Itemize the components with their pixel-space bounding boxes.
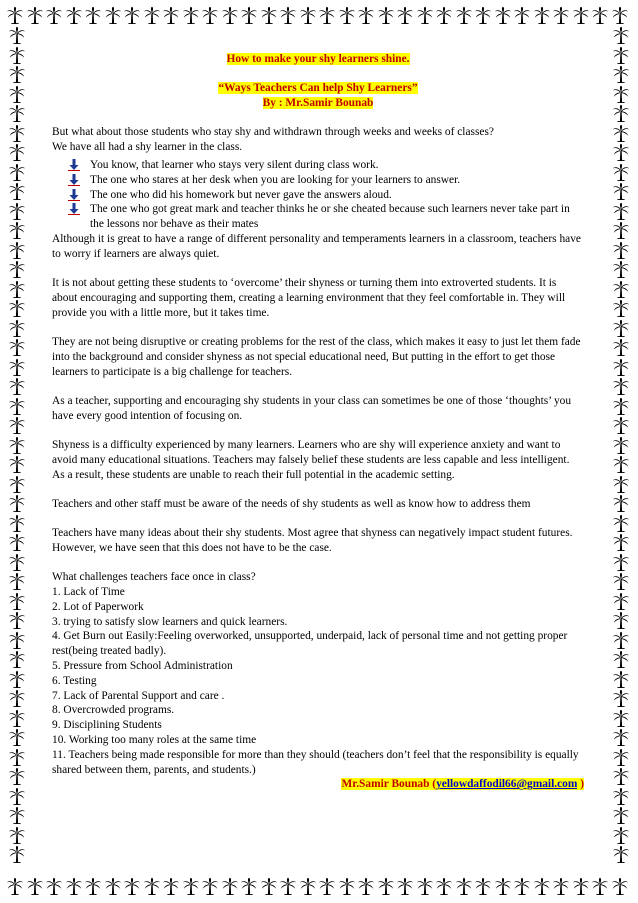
- palm-tree-icon: [26, 6, 44, 24]
- palm-tree-icon: [612, 85, 630, 103]
- palm-tree-icon: [552, 877, 570, 895]
- palm-tree-icon: [612, 455, 630, 473]
- palm-tree-icon: [8, 436, 26, 454]
- palm-tree-icon: [416, 6, 434, 24]
- intro-line: But what about those students who stay shy and withdrawn through weeks and weeks of classes?: [52, 126, 494, 139]
- palm-tree-icon: [612, 572, 630, 590]
- list-item: 2. Lot of Paperwork: [52, 600, 144, 613]
- palm-tree-icon: [8, 280, 26, 298]
- palm-tree-icon: [612, 475, 630, 493]
- palm-tree-icon: [612, 611, 630, 629]
- palm-tree-icon: [8, 124, 26, 142]
- palm-tree-icon: [8, 416, 26, 434]
- doc-subtitle: “Ways Teachers Can help Shy Learners”: [218, 82, 418, 95]
- document-body: [52, 52, 584, 792]
- palm-tree-icon: [8, 182, 26, 200]
- arrow-down-icon: [68, 159, 80, 171]
- palm-tree-icon: [201, 877, 219, 895]
- palm-tree-icon: [8, 299, 26, 317]
- palm-tree-icon: [240, 6, 258, 24]
- palm-tree-icon: [8, 143, 26, 161]
- palm-tree-icon: [591, 6, 609, 24]
- palm-tree-icon: [612, 26, 630, 44]
- palm-tree-icon: [612, 299, 630, 317]
- palm-tree-icon: [612, 826, 630, 844]
- list-item: 9. Disciplining Students: [52, 719, 162, 732]
- palm-tree-icon: [612, 767, 630, 785]
- border-right: [610, 26, 632, 876]
- palm-tree-icon: [612, 202, 630, 220]
- paragraph: Teachers have many ideas about their shy students. Most agree that shyness can negatively impact student futures. However, we have seen that this does not have to be the case.: [52, 527, 573, 554]
- palm-tree-icon: [338, 877, 356, 895]
- border-top: [6, 4, 632, 26]
- palm-tree-icon: [612, 221, 630, 239]
- palm-tree-icon: [84, 877, 102, 895]
- palm-tree-icon: [612, 65, 630, 83]
- paragraph: As a teacher, supporting and encouraging shy students in your class can sometimes be one of those ‘thoughts’ you have every good intention of focusing on.: [52, 394, 572, 422]
- palm-tree-icon: [318, 6, 336, 24]
- palm-tree-icon: [455, 6, 473, 24]
- palm-tree-icon: [357, 6, 375, 24]
- palm-tree-icon: [612, 787, 630, 805]
- palm-tree-icon: [279, 877, 297, 895]
- palm-tree-icon: [123, 6, 141, 24]
- palm-tree-icon: [8, 845, 26, 863]
- palm-tree-icon: [8, 397, 26, 415]
- palm-tree-icon: [612, 163, 630, 181]
- palm-tree-icon: [612, 377, 630, 395]
- list-item: The one who got great mark and teacher thinks he or she cheated because such learners never take part in the lessons nor behave as their mates: [90, 202, 584, 232]
- palm-tree-icon: [377, 6, 395, 24]
- list-item: 3. trying to satisfy slow learners and quick learners.: [52, 615, 288, 628]
- palm-tree-icon: [377, 877, 395, 895]
- palm-tree-icon: [494, 6, 512, 24]
- palm-tree-icon: [201, 6, 219, 24]
- palm-tree-icon: [8, 709, 26, 727]
- challenges-heading: What challenges teachers face once in class?: [52, 571, 256, 584]
- palm-tree-icon: [611, 877, 629, 895]
- signature-close: ): [577, 778, 584, 791]
- palm-tree-icon: [8, 592, 26, 610]
- palm-tree-icon: [8, 631, 26, 649]
- palm-tree-icon: [612, 670, 630, 688]
- palm-tree-icon: [8, 826, 26, 844]
- palm-tree-icon: [474, 877, 492, 895]
- palm-tree-icon: [612, 689, 630, 707]
- palm-tree-icon: [240, 877, 258, 895]
- palm-tree-icon: [8, 319, 26, 337]
- challenges-list: [52, 570, 584, 777]
- palm-tree-icon: [612, 709, 630, 727]
- palm-tree-icon: [143, 6, 161, 24]
- palm-tree-icon: [591, 877, 609, 895]
- palm-tree-icon: [8, 26, 26, 44]
- palm-tree-icon: [612, 748, 630, 766]
- palm-tree-icon: [338, 6, 356, 24]
- palm-tree-icon: [396, 877, 414, 895]
- palm-tree-icon: [8, 650, 26, 668]
- palm-tree-icon: [123, 877, 141, 895]
- palm-tree-icon: [8, 163, 26, 181]
- palm-tree-icon: [8, 553, 26, 571]
- palm-tree-icon: [552, 6, 570, 24]
- palm-tree-icon: [435, 877, 453, 895]
- palm-tree-icon: [8, 46, 26, 64]
- list-item: The one who did his homework but never gave the answers aloud.: [90, 188, 584, 203]
- palm-tree-icon: [65, 877, 83, 895]
- palm-tree-icon: [494, 877, 512, 895]
- palm-tree-icon: [8, 338, 26, 356]
- paragraph: Teachers and other staff must be aware of the needs of shy students as well as know how to address them: [52, 497, 531, 510]
- palm-tree-icon: [612, 650, 630, 668]
- palm-tree-icon: [396, 6, 414, 24]
- palm-tree-icon: [513, 877, 531, 895]
- list-item: 5. Pressure from School Administration: [52, 660, 233, 672]
- doc-header: [52, 52, 584, 67]
- doc-byline-line: [52, 96, 584, 111]
- palm-tree-icon: [8, 221, 26, 239]
- palm-tree-icon: [104, 877, 122, 895]
- palm-tree-icon: [299, 877, 317, 895]
- palm-tree-icon: [8, 358, 26, 376]
- list-item: 4. Get Burn out Easily:Feeling overworked, unsupported, underpaid, lack of personal time and not getting proper rest(being treated badly).: [52, 630, 568, 658]
- palm-tree-icon: [221, 6, 239, 24]
- palm-tree-icon: [8, 806, 26, 824]
- palm-tree-icon: [533, 6, 551, 24]
- palm-tree-icon: [260, 877, 278, 895]
- paragraph: Although it is great to have a range of different personality and temperaments learners in a classroom, teachers have to worry if learners are always quiet.: [52, 232, 581, 260]
- palm-tree-icon: [8, 670, 26, 688]
- palm-tree-icon: [612, 397, 630, 415]
- palm-tree-icon: [6, 6, 24, 24]
- palm-tree-icon: [8, 787, 26, 805]
- doc-byline: By : Mr.Samir Bounab: [262, 97, 374, 110]
- palm-tree-icon: [612, 533, 630, 551]
- palm-tree-icon: [8, 728, 26, 746]
- email-link[interactable]: yellowdaffodil66@gmail.com: [436, 778, 578, 791]
- paragraph: They are not being disruptive or creating problems for the rest of the class, which makes it easy to just let them fade into the background and consider shyness as not special educational need, But putting in the effort to get those learners to participate is a big challenge for teachers.: [52, 335, 581, 378]
- palm-tree-icon: [612, 592, 630, 610]
- palm-tree-icon: [612, 104, 630, 122]
- palm-tree-icon: [612, 494, 630, 512]
- arrow-down-icon: [68, 174, 80, 186]
- palm-tree-icon: [612, 416, 630, 434]
- palm-tree-icon: [221, 877, 239, 895]
- palm-tree-icon: [612, 553, 630, 571]
- palm-tree-icon: [612, 260, 630, 278]
- bullet-list: [52, 158, 584, 232]
- palm-tree-icon: [612, 182, 630, 200]
- palm-tree-icon: [8, 514, 26, 532]
- palm-tree-icon: [8, 455, 26, 473]
- palm-tree-icon: [474, 6, 492, 24]
- palm-tree-icon: [84, 6, 102, 24]
- palm-tree-icon: [612, 241, 630, 259]
- palm-tree-icon: [26, 877, 44, 895]
- palm-tree-icon: [8, 533, 26, 551]
- palm-tree-icon: [45, 877, 63, 895]
- palm-tree-icon: [6, 877, 24, 895]
- border-bottom: [6, 875, 632, 897]
- palm-tree-icon: [8, 260, 26, 278]
- paragraph: Shyness is a difficulty experienced by many learners. Learners who are shy will experience anxiety and want to avoid many educational situations. Teachers may falsely belief these students are less capable and less intelligent. As a result, these students are unable to reach their full potential in the academic setting.: [52, 438, 570, 481]
- palm-tree-icon: [435, 6, 453, 24]
- palm-tree-icon: [8, 377, 26, 395]
- palm-tree-icon: [612, 280, 630, 298]
- palm-tree-icon: [612, 46, 630, 64]
- palm-tree-icon: [612, 631, 630, 649]
- palm-tree-icon: [612, 728, 630, 746]
- doc-title: How to make your shy learners shine.: [226, 53, 410, 65]
- palm-tree-icon: [104, 6, 122, 24]
- palm-tree-icon: [416, 877, 434, 895]
- palm-tree-icon: [260, 6, 278, 24]
- palm-tree-icon: [8, 65, 26, 83]
- palm-tree-icon: [8, 475, 26, 493]
- list-item: 8. Overcrowded programs.: [52, 704, 175, 717]
- arrow-down-icon: [68, 203, 80, 215]
- palm-tree-icon: [612, 845, 630, 863]
- palm-tree-icon: [299, 6, 317, 24]
- border-left: [6, 26, 28, 876]
- author-name: Mr.Samir Bounab (: [341, 778, 437, 791]
- doc-subtitle-line: [52, 81, 584, 96]
- palm-tree-icon: [611, 6, 629, 24]
- list-item: You know, that learner who stays very silent during class work.: [90, 158, 584, 173]
- palm-tree-icon: [8, 689, 26, 707]
- palm-tree-icon: [182, 877, 200, 895]
- palm-tree-icon: [8, 85, 26, 103]
- palm-tree-icon: [162, 877, 180, 895]
- list-item: 10. Working too many roles at the same time: [52, 733, 257, 746]
- palm-tree-icon: [8, 241, 26, 259]
- palm-tree-icon: [182, 6, 200, 24]
- palm-tree-icon: [8, 572, 26, 590]
- list-item: 7. Lack of Parental Support and care .: [52, 689, 225, 702]
- palm-tree-icon: [8, 104, 26, 122]
- palm-tree-icon: [8, 611, 26, 629]
- list-item: 6. Testing: [52, 674, 97, 687]
- palm-tree-icon: [8, 202, 26, 220]
- palm-tree-icon: [455, 877, 473, 895]
- list-item: 1. Lack of Time: [52, 586, 125, 599]
- palm-tree-icon: [612, 338, 630, 356]
- palm-tree-icon: [45, 6, 63, 24]
- list-item: 11. Teachers being made responsible for more than they should (teachers don’t feel that the responsibility is equally shared between them, parents, and students.): [52, 748, 579, 776]
- palm-tree-icon: [572, 877, 590, 895]
- list-item: The one who stares at her desk when you are looking for your learners to answer.: [90, 173, 584, 188]
- palm-tree-icon: [143, 877, 161, 895]
- palm-tree-icon: [8, 767, 26, 785]
- palm-tree-icon: [533, 877, 551, 895]
- palm-tree-icon: [162, 6, 180, 24]
- palm-tree-icon: [612, 124, 630, 142]
- palm-tree-icon: [513, 6, 531, 24]
- palm-tree-icon: [8, 748, 26, 766]
- paragraph: It is not about getting these students to ‘overcome’ their shyness or turning them into extroverted students. It is about encouraging and supporting them, creating a learning environment that they feel comfortable in. They will provide you with a little more, but it takes time.: [52, 277, 566, 319]
- palm-tree-icon: [612, 514, 630, 532]
- palm-tree-icon: [357, 877, 375, 895]
- palm-tree-icon: [8, 494, 26, 512]
- palm-tree-icon: [279, 6, 297, 24]
- palm-tree-icon: [612, 436, 630, 454]
- palm-tree-icon: [612, 143, 630, 161]
- arrow-down-icon: [68, 189, 80, 201]
- palm-tree-icon: [612, 319, 630, 337]
- palm-tree-icon: [65, 6, 83, 24]
- palm-tree-icon: [612, 358, 630, 376]
- signature: [52, 777, 584, 792]
- palm-tree-icon: [572, 6, 590, 24]
- palm-tree-icon: [612, 806, 630, 824]
- intro-line: We have all had a shy learner in the class.: [52, 141, 243, 154]
- palm-tree-icon: [318, 877, 336, 895]
